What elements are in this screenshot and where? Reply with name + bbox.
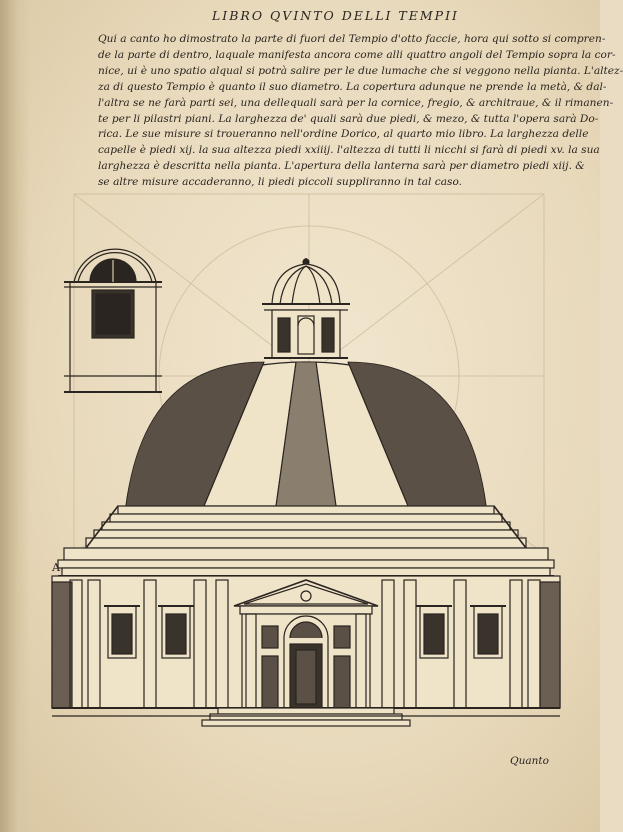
text-line: Qui a canto ho dimostrato la parte di fuori del Tempio d'otto faccie, hora qui sotto si compren- [98, 33, 606, 45]
figure-label: A [52, 561, 60, 574]
text-line: za di questo Tempio è quanto il suo diametro. La copertura adunque ne prende la metà, & dal- [98, 80, 607, 93]
text-line: larghezza è descritta nella pianta. L'apertura della lanterna sarà per diametro piedi xiij. & [98, 160, 585, 173]
dome-hatching [126, 362, 486, 506]
text-line: capelle è piedi xij. la sua altezza piedi xxiiij. l'altezza di tutti li nicchi si farà di piedi xv. la sua [98, 144, 600, 157]
body-text [98, 32, 623, 191]
text-line: te per li pilastri piani. La larghezza de' quali sarà due piedi, & mezo, & tutta l'opera sarà Do- [98, 112, 599, 125]
running-head: LIBRO QVINTO DELLI TEMPII [212, 8, 459, 23]
dome-steps [86, 506, 526, 548]
side-window-detail [64, 249, 162, 392]
text-line: nice, ui è uno spatio alqual si potrà salire per le due lumache che si veggono nella pianta. L'altez- [98, 64, 623, 77]
page-gutter-shadow [0, 0, 30, 832]
portico [234, 580, 378, 708]
text-line: rica. Le sue misure si troueranno nell'ordine Dorico, al quarto mio libro. La larghezza delle [98, 128, 589, 141]
catchword: Quanto [510, 755, 549, 767]
text-line: de la parte di dentro, laquale manifesta ancora come alli quattro angoli del Tempio sopra la cor- [98, 48, 616, 61]
entablature [58, 548, 554, 576]
base-steps [52, 708, 560, 726]
text-line: se altre misure accaderanno, li piedi piccoli suppliranno in tal caso. [98, 176, 463, 189]
dome [126, 362, 486, 506]
temple-woodcut [44, 186, 568, 746]
text-line: l'altra se ne farà parti sei, una dellequali sarà per la cornice, fregio, & architraue, & il rimanen- [98, 96, 614, 109]
lantern [262, 258, 350, 358]
